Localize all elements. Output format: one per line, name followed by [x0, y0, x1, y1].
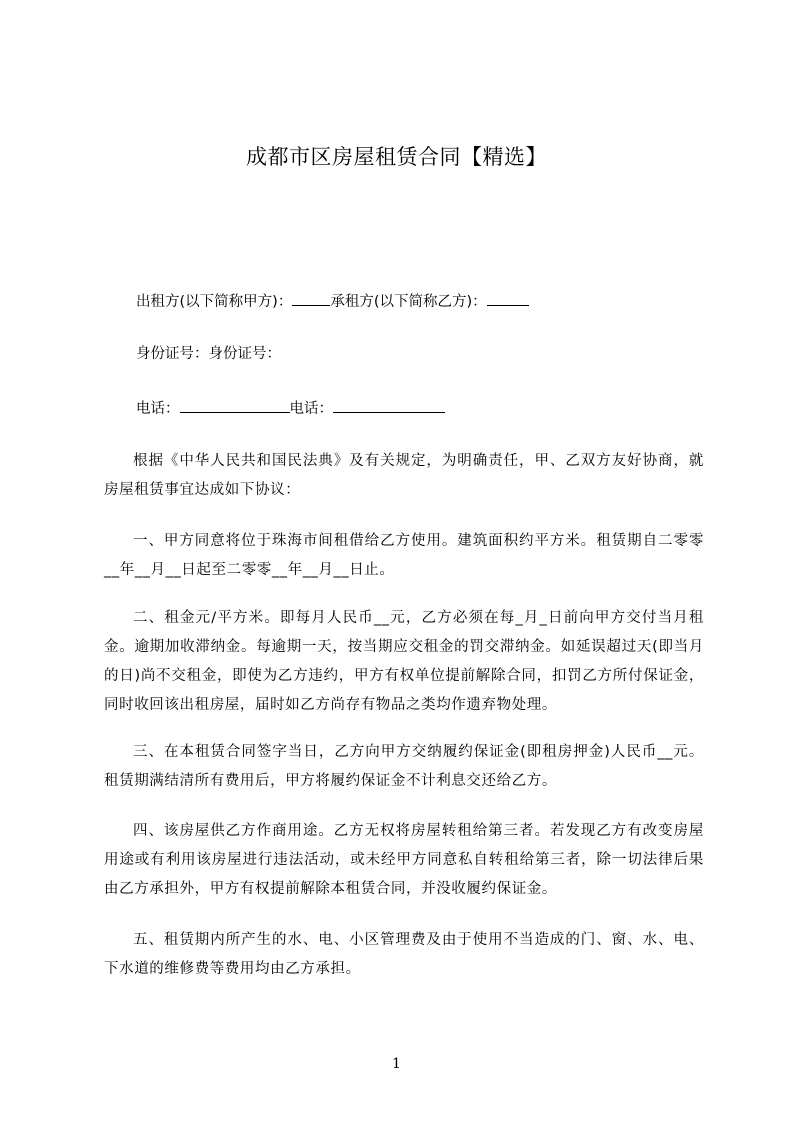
- id-line: 身份证号：身份证号：: [136, 346, 281, 362]
- lessee-blank: [487, 291, 529, 306]
- intro-paragraph: 根据《中华人民共和国民法典》及有关规定，为明确责任，甲、乙双方友好协商，就房屋租赁事宜达成如下协议：: [104, 453, 704, 498]
- lessor-label: 出租方(以下简称甲方)：: [136, 294, 293, 310]
- phone-blank-1: [180, 398, 290, 413]
- lessor-blank: [292, 291, 330, 306]
- phone-label-1: 电话：: [136, 401, 180, 417]
- phone-line: [136, 398, 445, 419]
- phone-blank-2: [333, 398, 445, 413]
- parties-line: [136, 291, 529, 312]
- clause-5: 五、租赁期内所产生的水、电、小区管理费及由于使用不当造成的门、窗、水、电、下水道的维修费等费用均由乙方承担。: [104, 932, 704, 977]
- phone-label-2: 电话：: [289, 401, 333, 417]
- document-title: 成都市区房屋租赁合同【精选】: [246, 145, 547, 169]
- lessee-label: 承租方(以下简称乙方)：: [330, 294, 487, 310]
- clause-4: 四、该房屋供乙方作商用途。乙方无权将房屋转租给第三者。若发现乙方有改变房屋用途或有利用该房屋进行违法活动，或未经甲方同意私自转租给第三者，除一切法律后果由乙方承担外，甲方有权提前解除本租赁合同，并没收履约保证金。: [104, 823, 704, 897]
- clause-1: 一、甲方同意将位于珠海市间租借给乙方使用。建筑面积约平方米。租赁期自二零零__年__月__日起至二零零__年__月__日止。: [104, 533, 704, 578]
- clause-3: 三、在本租赁合同签字当日，乙方向甲方交纳履约保证金(即租房押金)人民币__元。租赁期满结清所有费用后，甲方将履约保证金不计利息交还给乙方。: [104, 744, 704, 789]
- clause-2: 二、租金元/平方米。即每月人民币__元，乙方必须在每_月_日前向甲方交付当月租金。逾期加收滞纳金。每逾期一天，按当期应交租金的罚交滞纳金。如延误超过天(即当月的日)尚不交租金，即使为乙方违约，甲方有权单位提前解除合同，扣罚乙方所付保证金，同时收回该出租房屋，届时如乙方尚存有物品之类均作遗弃物处理。: [104, 610, 704, 713]
- page-number: 1: [392, 1056, 401, 1072]
